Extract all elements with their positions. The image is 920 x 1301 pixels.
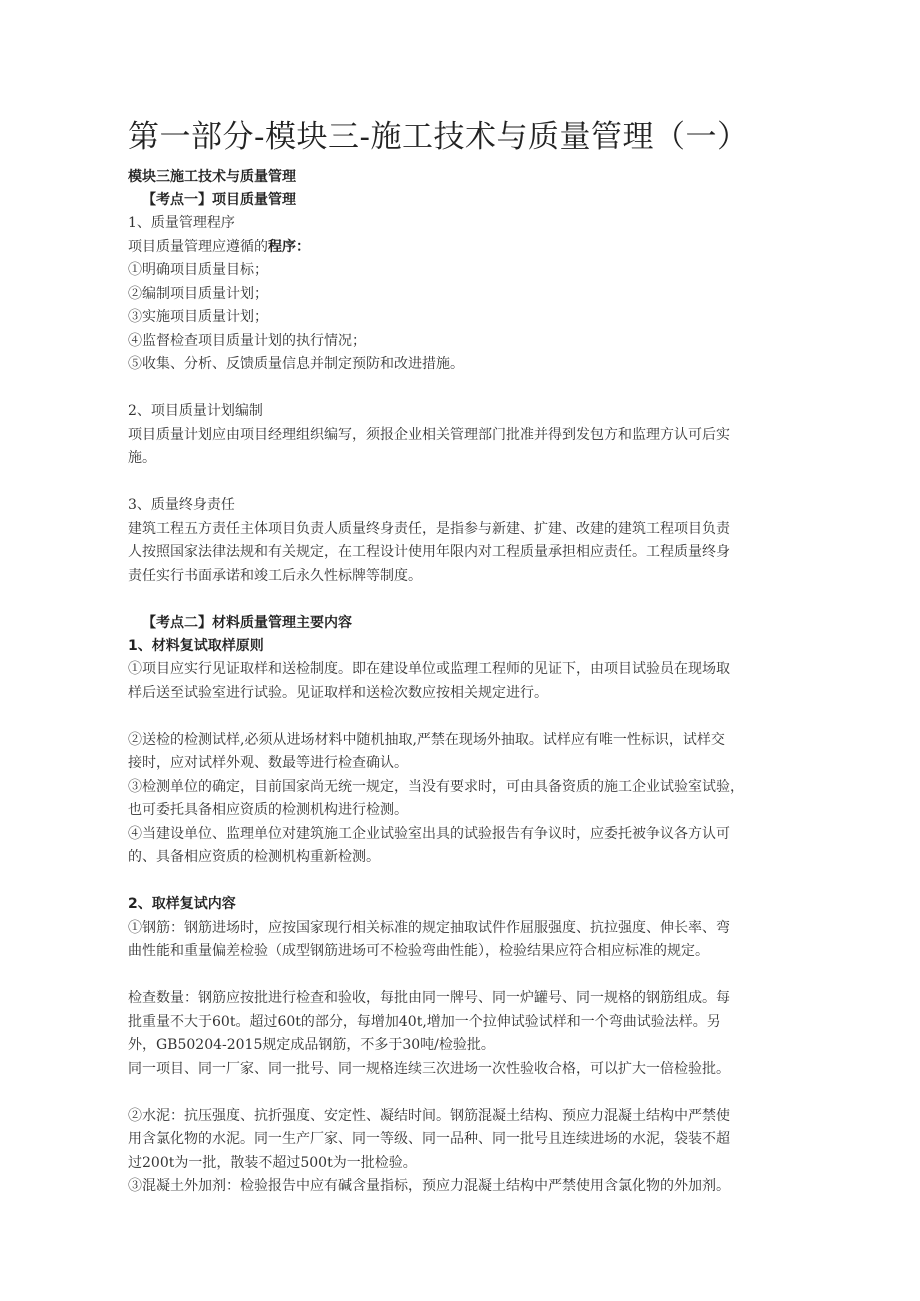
kaodian1-s1-intro-bold: 程序：	[268, 238, 310, 255]
paragraph-line: 外，GB50204-2015规定成品钢筋，不多于30吨/检验批。	[128, 1037, 495, 1053]
paragraph-line: 也可委托具备相应资质的检测机构进行检测。	[128, 802, 408, 818]
paragraph-line: ③混凝土外加剂：检验报告中应有碱含量指标，预应力混凝土结构中严禁使用含氯化物的外加剂。	[128, 1178, 730, 1194]
paragraph-line: ①项目应实行见证取样和送检制度。即在建设单位或监理工程师的见证下，由项目试验员在现场取	[128, 661, 730, 677]
paragraph-line: 同一项目、同一厂家、同一批号、同一规格连续三次进场一次性验收合格，可以扩大一倍检验批。	[128, 1060, 730, 1077]
page-title: 第一部分-模块三-施工技术与质量管理（一）	[128, 119, 749, 155]
kaodian2-heading: 【考点二】材料质量管理主要内容	[142, 614, 352, 631]
kaodian2-s1-title: 1、材料复试取样原则	[128, 637, 264, 654]
paragraph-line: 用含氯化物的水泥。同一生产厂家、同一等级、同一品种、同一批号且连续进场的水泥，袋装不超	[128, 1131, 730, 1147]
paragraph-line: 批重量不大于60t。超过60t的部分，每增加40t,增加一个拉伸试验试样和一个弯曲试验法样。另	[128, 1013, 721, 1030]
paragraph-line: 项目质量计划应由项目经理组织编写，须报企业相关管理部门批准并得到发包方和监理方认可后实	[128, 426, 730, 443]
paragraph-line: 建筑工程五方责任主体项目负责人质量终身责任，是指参与新建、扩建、改建的建筑工程项目负责	[128, 520, 730, 537]
module-subtitle: 模块三施工技术与质量管理	[128, 169, 296, 185]
paragraph-line: 施。	[128, 450, 156, 466]
list-item: ③实施项目质量计划；	[128, 309, 268, 325]
list-item: ④监督检查项目质量计划的执行情况；	[128, 332, 366, 349]
paragraph-line: ②水泥：抗压强度、抗折强度、安定性、凝结时间。钢筋混凝土结构、预应力混凝土结构中严禁使	[128, 1107, 730, 1124]
paragraph-line: ②送检的检测试样,必须从进场材料中随机抽取,严禁在现场外抽取。试样应有唯一性标识，试样交	[128, 731, 725, 748]
kaodian1-s3-title: 3、质量终身责任	[128, 497, 235, 513]
kaodian1-s1-intro	[128, 236, 808, 260]
paragraph-line: 责任实行书面承诺和竣工后永久性标牌等制度。	[128, 567, 422, 584]
kaodian1-s1-intro-text: 项目质量管理应遵循的	[128, 238, 268, 255]
paragraph-line: ③检测单位的确定，目前国家尚无统一规定，当没有要求时，可由具备资质的施工企业试验室试验，	[128, 778, 744, 795]
paragraph-line: 样后送至试验室进行试验。见证取样和送检次数应按相关规定进行。	[128, 684, 548, 701]
paragraph-line: 的、具备相应资质的检测机构重新检测。	[128, 849, 380, 865]
paragraph-line: 接时，应对试样外观、数最等进行检查确认。	[128, 755, 408, 771]
paragraph-line: 过200t为一批，散装不超过500t为一批检验。	[128, 1154, 417, 1171]
kaodian1-s1-title: 1、质量管理程序	[128, 215, 235, 231]
paragraph-line: 检查数量：钢筋应按批进行检查和验收，每批由同一牌号、同一炉罐号、同一规格的钢筋组成。每	[128, 990, 730, 1006]
document-page	[128, 116, 808, 1199]
list-item: ②编制项目质量计划；	[128, 285, 268, 302]
paragraph-line: 曲性能和重量偏差检验（成型钢筋进场可不检验弯曲性能），检验结果应符合相应标准的规定。	[128, 943, 709, 959]
kaodian1-heading: 【考点一】项目质量管理	[142, 192, 296, 208]
kaodian1-s2-title: 2、项目质量计划编制	[128, 403, 263, 419]
list-item: ①明确项目质量目标；	[128, 262, 268, 278]
paragraph-line: ④当建设单位、监理单位对建筑施工企业试验室出具的试验报告有争议时，应委托被争议各方认可	[128, 825, 730, 842]
paragraph-line: ①钢筋：钢筋进场时，应按国家现行相关标准的规定抽取试件作屈服强度、抗拉强度、伸长率、弯	[128, 919, 730, 936]
paragraph-line: 人按照国家法律法规和有关规定，在工程设计使用年限内对工程质量承担相应责任。工程质量终身	[128, 544, 730, 560]
list-item: ⑤收集、分析、反馈质量信息并制定预防和改进措施。	[128, 356, 464, 372]
kaodian2-s2-title: 2、取样复试内容	[128, 896, 236, 912]
